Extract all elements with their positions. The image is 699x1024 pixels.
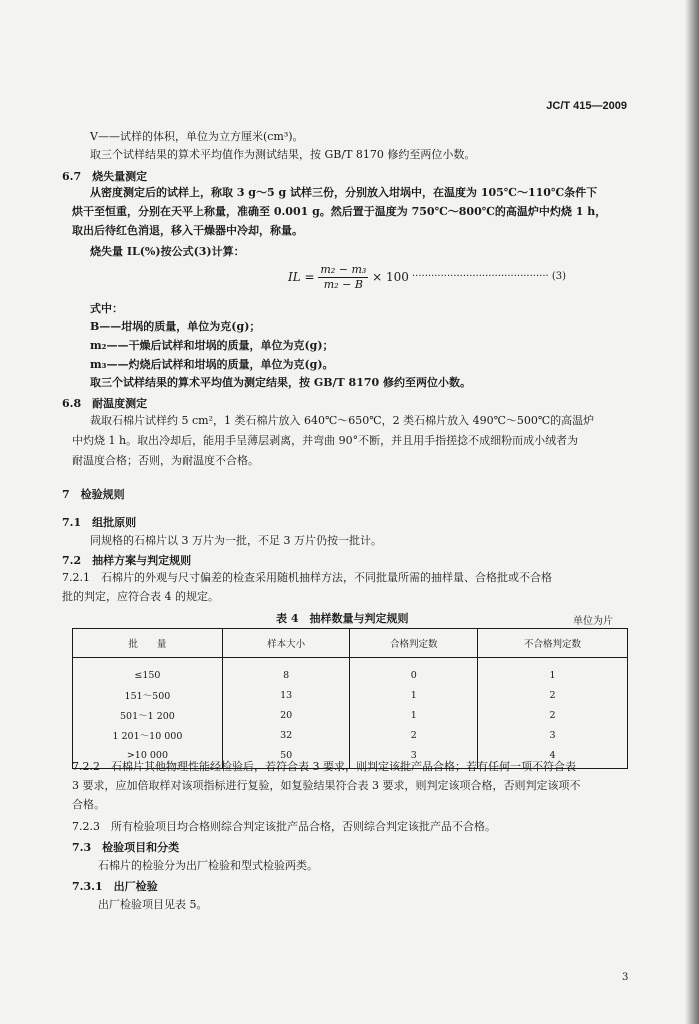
table-cell: 0 bbox=[350, 658, 478, 686]
table4 bbox=[72, 628, 628, 769]
formula-denominator: m₂ − B bbox=[323, 278, 363, 291]
scan-edge-shadow bbox=[685, 0, 699, 1024]
table4-header-batch: 批 量 bbox=[73, 629, 223, 658]
table-cell: 2 bbox=[478, 705, 628, 725]
table4-header-sample-size: 样本大小 bbox=[222, 629, 350, 658]
formula-number: ··········································· (3) bbox=[412, 271, 567, 282]
s722-line-1: 7.2.2 石棉片其他物理性能经检验后，若符合表 3 要求，则判定该批产品合格；若有任何一项不符合表 bbox=[72, 760, 576, 773]
variable-v-definition: V——试样的体积，单位为立方厘米(cm³)。 bbox=[90, 130, 304, 143]
table-cell: 1 bbox=[478, 658, 628, 686]
table-cell: 1 201～10 000 bbox=[73, 725, 223, 745]
s66-result-text: 取三个试样结果的算术平均值作为测试结果，按 GB/T 8170 修约至两位小数。 bbox=[90, 148, 476, 161]
table4-caption: 表 4 抽样数量与判定规则 bbox=[276, 612, 409, 625]
s723-text: 7.2.3 所有检验项目均合格则综合判定该批产品合格，否则综合判定该批产品不合格。 bbox=[72, 820, 496, 833]
table-cell: 1 bbox=[350, 685, 478, 705]
s731-text: 出厂检验项目见表 5。 bbox=[98, 898, 208, 911]
s68-heading: 6.8 耐温度测定 bbox=[62, 397, 148, 410]
s722-line-2: 3 要求，应加倍取样对该项指标进行复验，如复验结果符合表 3 要求，则判定该项合格，否则判定该项不 bbox=[72, 779, 581, 792]
page-number: 3 bbox=[622, 972, 629, 983]
table-row bbox=[73, 705, 628, 725]
s73-text: 石棉片的检验分为出厂检验和型式检验两类。 bbox=[98, 859, 318, 872]
table-cell: 2 bbox=[478, 685, 628, 705]
formula-3 bbox=[288, 263, 409, 292]
s71-heading: 7.1 组批原则 bbox=[62, 516, 137, 529]
table-row bbox=[73, 685, 628, 705]
s72-heading: 7.2 抽样方案与判定规则 bbox=[62, 554, 192, 567]
table-cell: 13 bbox=[222, 685, 350, 705]
variable-m2-definition: m₂——干燥后试样和坩埚的质量，单位为克(g)； bbox=[90, 339, 334, 352]
s73-heading: 7.3 检验项目和分类 bbox=[72, 841, 180, 854]
table-cell: ≤150 bbox=[73, 658, 223, 686]
table-cell: 4 bbox=[478, 745, 628, 769]
table-cell: 151～500 bbox=[73, 685, 223, 705]
formula-lhs: IL = bbox=[288, 270, 315, 284]
s731-heading: 7.3.1 出厂检验 bbox=[72, 880, 158, 893]
table-cell: 3 bbox=[478, 725, 628, 745]
s67-body-line-1: 从密度测定后的试样上，称取 3 g～5 g 试样三份，分别放入坩埚中，在温度为 105℃～110℃条件下 bbox=[90, 186, 598, 199]
formula-fraction bbox=[318, 263, 368, 292]
variable-b-definition: B——坩埚的质量，单位为克(g)； bbox=[90, 320, 261, 333]
table4-header-row bbox=[73, 629, 628, 658]
s67-body-line-2: 烘干至恒重，分别在天平上称量，准确至 0.001 g。然后置于温度为 750℃～800℃的高温炉中灼烧 1 h， bbox=[72, 205, 607, 218]
table-row bbox=[73, 725, 628, 745]
table-cell: 50 bbox=[222, 745, 350, 769]
s721-line-1: 7.2.1 石棉片的外观与尺寸偏差的检查采用随机抽样方法，不同批量所需的抽样量、合格批或不合格 bbox=[62, 571, 552, 584]
table4-header-reject-number: 不合格判定数 bbox=[478, 629, 628, 658]
table-row bbox=[73, 658, 628, 686]
table-cell: 3 bbox=[350, 745, 478, 769]
s67-formula-intro: 烧失量 IL(%)按公式(3)计算： bbox=[90, 245, 245, 258]
standard-number: JC/T 415—2009 bbox=[546, 100, 627, 112]
s68-body-line-3: 耐温度合格；否则，为耐温度不合格。 bbox=[72, 454, 259, 467]
table-cell: 501～1 200 bbox=[73, 705, 223, 725]
formula-multiplier: × 100 bbox=[372, 270, 409, 284]
table-cell: 32 bbox=[222, 725, 350, 745]
table-cell: 20 bbox=[222, 705, 350, 725]
formula-numerator: m₂ − m₃ bbox=[320, 263, 367, 276]
table-cell: 8 bbox=[222, 658, 350, 686]
where-label: 式中： bbox=[90, 302, 123, 315]
s71-text: 同规格的石棉片以 3 万片为一批，不足 3 万片仍按一批计。 bbox=[90, 534, 382, 547]
table-cell: 1 bbox=[350, 705, 478, 725]
table4-unit: 单位为片 bbox=[573, 616, 613, 627]
s68-body-line-2: 中灼烧 1 h。取出冷却后，能用手呈薄层剥离，并弯曲 90°不断，并且用手指搓捻不成细粉而成小绒者为 bbox=[72, 434, 579, 447]
s67-result-text: 取三个试样结果的算术平均值为测定结果，按 GB/T 8170 修约至两位小数。 bbox=[90, 376, 471, 389]
s67-body-line-3: 取出后待红色消退，移入干燥器中冷却，称量。 bbox=[72, 224, 303, 237]
s722-line-3: 合格。 bbox=[72, 798, 105, 811]
s67-heading: 6.7 烧失量测定 bbox=[62, 170, 148, 183]
s68-body-line-1: 裁取石棉片试样约 5 cm²，1 类石棉片放入 640℃～650℃，2 类石棉片放入 490℃～500℃的高温炉 bbox=[90, 414, 595, 427]
s721-line-2: 批的判定，应符合表 4 的规定。 bbox=[62, 590, 219, 603]
table4-header-accept-number: 合格判定数 bbox=[350, 629, 478, 658]
table-cell: 2 bbox=[350, 725, 478, 745]
s7-heading: 7 检验规则 bbox=[62, 488, 125, 501]
table-cell: >10 000 bbox=[73, 745, 223, 769]
variable-m3-definition: m₃——灼烧后试样和坩埚的质量，单位为克(g)。 bbox=[90, 358, 334, 371]
